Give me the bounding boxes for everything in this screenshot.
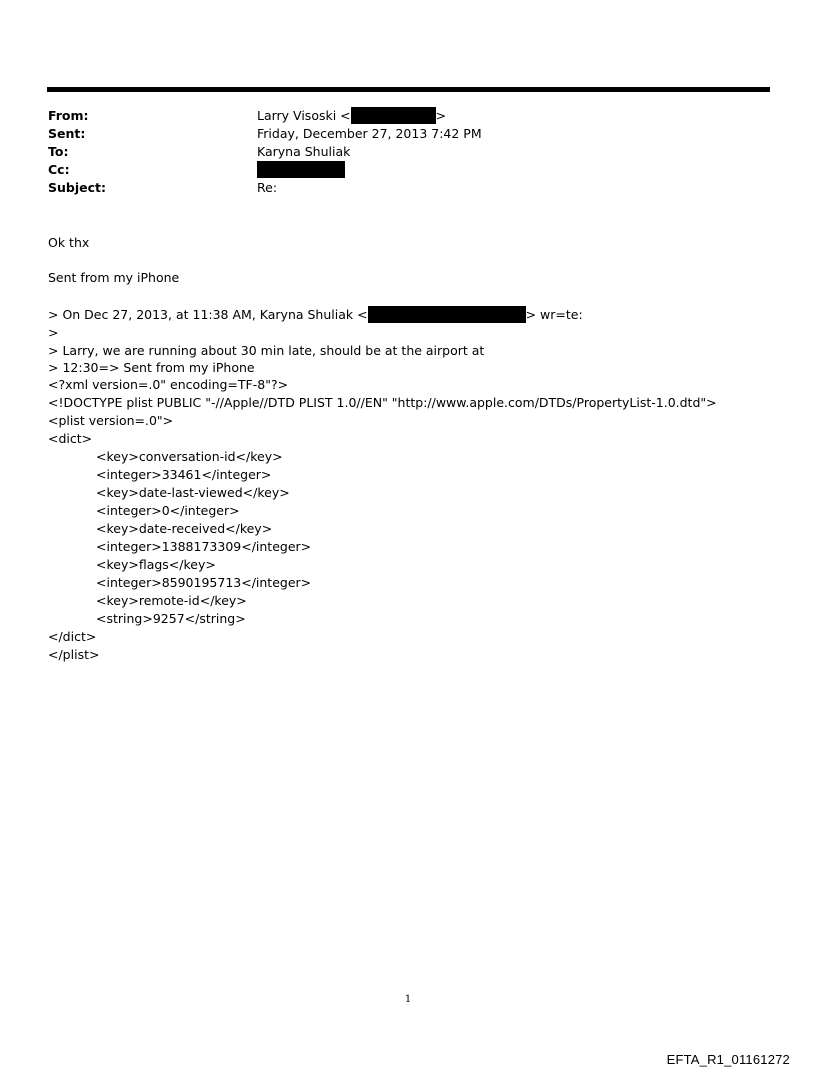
quote-blank: >: [48, 325, 59, 340]
to-label: To:: [48, 144, 69, 159]
quote-intro: [48, 306, 583, 324]
dict-close: </dict>: [48, 629, 97, 644]
plist-close: </plist>: [48, 647, 100, 662]
quote-line-2: > 12:30=> Sent from my iPhone: [48, 360, 255, 375]
dict-line: <integer>8590195713</integer>: [96, 575, 312, 590]
to-value: Karyna Shuliak: [257, 144, 351, 159]
from-label: From:: [48, 108, 89, 123]
dict-line: <integer>0</integer>: [96, 503, 240, 518]
redaction-block: [368, 306, 526, 323]
cc-value: [257, 161, 345, 179]
quote-line-1: > Larry, we are running about 30 min late, should be at the airport at: [48, 343, 485, 358]
cc-label: Cc:: [48, 162, 70, 177]
signature-text: Sent from my iPhone: [48, 270, 180, 285]
subject-label: Subject:: [48, 180, 106, 195]
quote-intro-pre: > On Dec 27, 2013, at 11:38 AM, Karyna Shuliak <: [48, 307, 368, 322]
plist-open: <plist version=.0">: [48, 413, 174, 428]
dict-open: <dict>: [48, 431, 93, 446]
xml-declaration: <?xml version=.0" encoding=TF-8"?>: [48, 377, 289, 392]
dict-line: <string>9257</string>: [96, 611, 246, 626]
dict-line: <key>flags</key>: [96, 557, 216, 572]
dict-line: <integer>1388173309</integer>: [96, 539, 312, 554]
subject-value: Re:: [257, 180, 278, 195]
page-number: 1: [404, 994, 412, 1005]
doctype-line: <!DOCTYPE plist PUBLIC "-//Apple//DTD PLIST 1.0//EN" "http://www.apple.com/DTDs/PropertyList-1.0.dtd">: [48, 395, 717, 410]
reply-text: Ok thx: [48, 235, 90, 250]
dict-line: <key>date-last-viewed</key>: [96, 485, 290, 500]
dict-line: <key>conversation-id</key>: [96, 449, 283, 464]
header-rule: [47, 87, 770, 92]
from-name: Larry Visoski <: [257, 108, 351, 123]
from-value: [257, 107, 446, 125]
dict-line: <key>date-received</key>: [96, 521, 273, 536]
from-close: >: [435, 108, 447, 123]
sent-label: Sent:: [48, 126, 86, 141]
dict-line: <integer>33461</integer>: [96, 467, 272, 482]
redaction-block: [257, 161, 345, 178]
dict-line: <key>remote-id</key>: [96, 593, 247, 608]
bates-number: EFTA_R1_01161272: [666, 1052, 790, 1067]
sent-value: Friday, December 27, 2013 7:42 PM: [257, 126, 482, 141]
redaction-block: [351, 107, 436, 124]
quote-intro-post: > wr=te:: [525, 307, 583, 322]
